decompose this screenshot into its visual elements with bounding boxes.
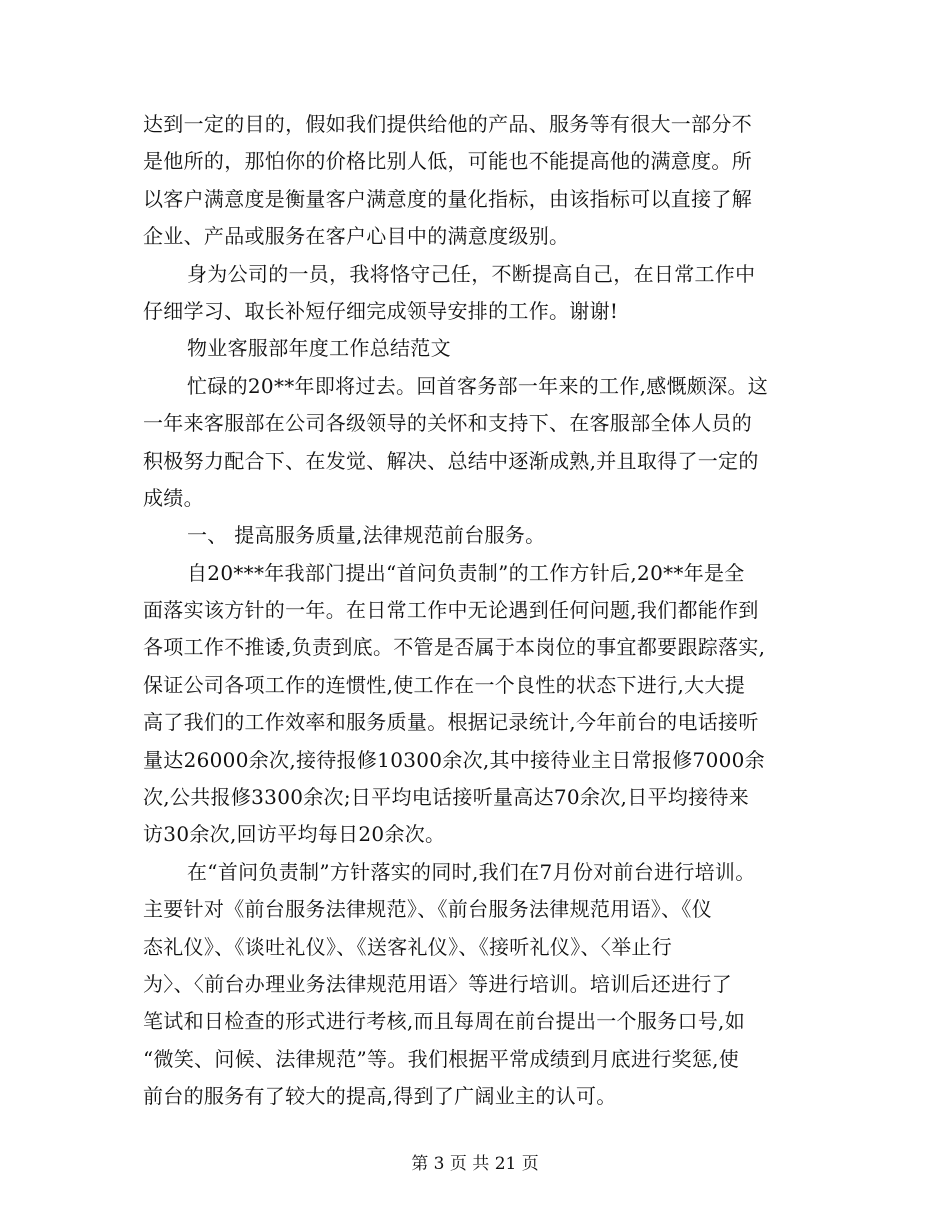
text-line: 是他所的，那怕你的价格比别人低，可能也不能提高他的满意度。所 — [143, 149, 752, 174]
text-line: 身为公司的一员，我将恪守己任，不断提高自己，在日常工作中 — [187, 261, 756, 286]
text-line: 高了我们的工作效率和服务质量。根据记录统计,今年前台的电话接听 — [143, 710, 759, 735]
text-line: 次,公共报修3300余次;日平均电话接听量高达70余次,日平均接待来 — [143, 785, 749, 810]
text-line: 达到一定的目的，假如我们提供给他的产品、服务等有很大一部分不 — [143, 112, 752, 136]
text-line: 量达26000余次,接待报修10300余次,其中接待业主日常报修7000余 — [143, 747, 765, 772]
text-line: 一、 提高服务质量,法律规范前台服务。 — [187, 523, 546, 548]
text-line: 在“首问负责制”方针落实的同时,我们在7月份对前台进行培训。 — [187, 859, 756, 884]
text-line: 仔细学习、取长补短仔细完成领导安排的工作。谢谢! — [143, 298, 619, 323]
text-line: 一年来客服部在公司各级领导的关怀和支持下、在客服部全体人员的 — [143, 411, 752, 436]
text-line: 忙碌的20**年即将过去。回首客务部一年来的工作,感慨颇深。这 — [187, 373, 769, 398]
text-line: 自20***年我部门提出“首问负责制”的工作方针后,20**年是全 — [187, 560, 745, 585]
text-line: 面落实该方针的一年。在日常工作中无论遇到任何问题,我们都能作到 — [143, 598, 759, 623]
text-line: 积极努力配合下、在发觉、解决、总结中逐渐成熟,并且取得了一定的 — [143, 448, 759, 473]
text-line: 笔试和日检查的形式进行考核,而且每周在前台提出一个服务口号,如 — [143, 1009, 746, 1034]
text-line: 主要针对《前台服务法律规范》、《前台服务法律规范用语》、《仪 — [143, 897, 712, 922]
text-line: 以客户满意度是衡量客户满意度的量化指标，由该指标可以直接了解 — [143, 186, 752, 211]
page-footer: 第 3 页 共 21 页 — [411, 1154, 539, 1174]
text-line: 态礼仪》、《谈吐礼仪》、《送客礼仪》、《接听礼仪》、〈举止行 — [143, 934, 672, 959]
text-line: “微笑、问候、法律规范”等。我们根据平常成绩到月底进行奖惩,使 — [143, 1046, 740, 1071]
text-line: 保证公司各项工作的连惯性,使工作在一个良性的状态下进行,大大提 — [143, 672, 746, 697]
text-line: 前台的服务有了较大的提高,得到了广阔业主的认可。 — [143, 1084, 617, 1109]
text-line: 企业、产品或服务在客户心目中的满意度级别。 — [143, 224, 570, 249]
text-line: 各项工作不推诿,负责到底。不管是否属于本岗位的事宜都要跟踪落实, — [143, 635, 766, 660]
text-line: 为〉、〈前台办理业务法律规范用语〉等进行培训。培训后还进行了 — [143, 971, 732, 996]
text-line: 成绩。 — [143, 485, 204, 510]
text-line: 访30余次,回访平均每日20余次。 — [143, 822, 446, 847]
text-line: 物业客服部年度工作总结范文 — [187, 336, 451, 361]
document-body — [143, 106, 833, 1116]
